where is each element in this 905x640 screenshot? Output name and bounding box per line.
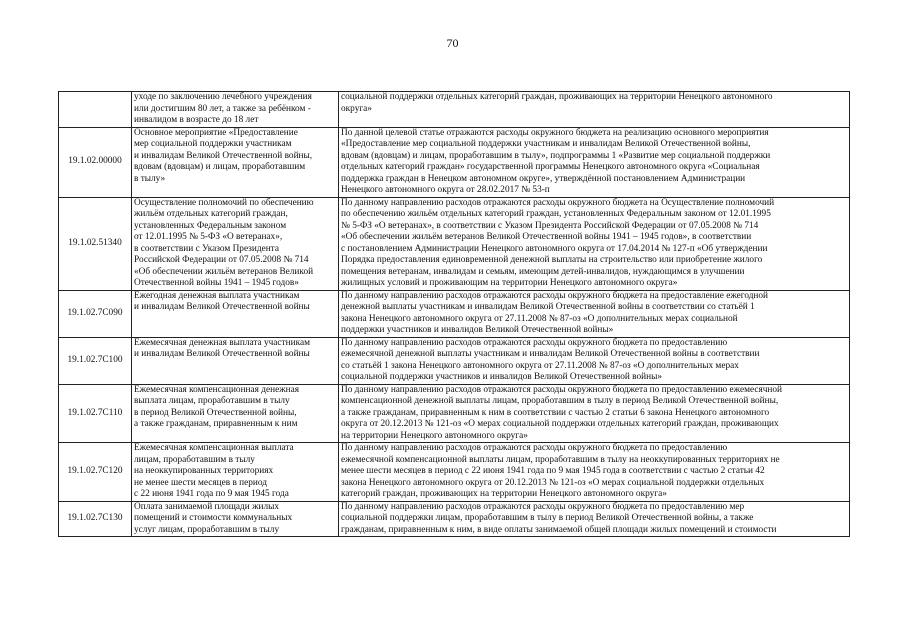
target-article-code: 19.1.02.7С110 [59,384,132,443]
text-line: и инвалидам Великой Отечественной войны, [134,150,313,161]
text-line: Ежегодная денежная выплата участникам [134,290,300,301]
text-line: социальной поддержки отдельных категорий граждан, проживающих на территории Ненецкого автономного [341,92,773,102]
text-line: с постановлением Администрации Ненецкого автономного округа от 17.04.2014 № 127-п «Об утверждении [341,243,768,254]
text-line: Ежемесячная компенсационная денежная [134,384,300,395]
text-line: с 22 июня 1941 года по 9 мая 1945 года [134,489,289,499]
text-line: гражданам, приравненным к ним, в виде оплаты занимаемой общей площади жилых помещений и стоимости [341,524,777,535]
expense-name-cell [132,337,339,384]
text-line: По данному направлению расходов отражаются расходы окружного бюджета по предоставлению [341,443,728,453]
table-row [59,384,850,443]
text-line: в тылу» [134,173,166,184]
text-line: инвалидом в возрасте до 18 лет [134,115,259,125]
table-row [59,290,850,337]
expense-description-cell [339,501,850,537]
expense-name-cell [132,443,339,502]
text-line: категорий граждан, проживающих на территории Ненецкого автономного округа» [341,489,667,499]
text-line: отдельных категорий граждан» государственной программы Ненецкого автономного округа «Социальная [341,162,760,172]
target-article-code: 19.1.02.7С090 [59,290,132,337]
text-line: ежемесячной компенсационной выплаты лицам, проработавшим в тылу на неоккупированных территориях не [341,454,780,465]
expense-name-cell [132,501,339,537]
target-article-code: 19.1.02.7С100 [59,337,132,384]
text-line: на неоккупированных территориях [134,466,274,476]
text-line: помещения ветеранам, инвалидам и семьям, имеющим детей-инвалидов, нуждающимся в улучшении [341,266,745,277]
text-line: Основное мероприятие «Предоставление [134,127,298,138]
text-line: мер социальной поддержки участникам [134,139,292,149]
expense-description-cell [339,443,850,502]
expense-name-cell [132,197,339,290]
expense-name-cell [132,127,339,197]
text-line: жилищных условий и проживающим на территории Ненецкого автономного округа» [341,278,678,288]
text-line: на территории Ненецкого автономного округа» [341,430,528,441]
text-line: социальной поддержки участников и инвалидов Великой Отечественной войны» [341,372,663,382]
text-line: компенсационной денежной выплаты лицам, проработавшим в тылу в период Великой Отечественной войны, [341,396,779,406]
table-row [59,443,850,502]
text-line: № 5-ФЗ «О ветеранах», в соответствии с Указом Президента Российской Федерации от 07.05.2008 № 714 [341,220,759,231]
page-number: 70 [446,36,459,50]
table-row [59,501,850,537]
text-line: вдовам (вдовцам) и лицам, проработавшим [134,162,306,172]
text-line: или достигшим 80 лет, а также за ребёнком - [134,103,311,114]
text-line: помещений и стоимости коммунальных [134,513,293,523]
text-line: По данному направлению расходов отражаются расходы окружного бюджета на Осуществление полномочий [341,197,775,208]
table-row [59,197,850,290]
expense-description-cell [339,384,850,443]
text-line: в соответствии с Указом Президента [134,243,279,254]
expense-description-cell [339,290,850,337]
text-line: Оплата занимаемой площади жилых [134,501,280,512]
table-row [59,127,850,197]
text-line: По данному направлению расходов отражаются расходы окружного бюджета по предоставлению ежемесячной [341,384,783,395]
text-line: Ежемесячная денежная выплата участникам [134,337,310,348]
text-line: по обеспечению жильём отдельных категорий граждан, установленных Федеральным законом от 12.01.1995 [341,209,771,219]
text-line: в период Великой Отечественной войны, [134,407,297,418]
text-line: со статьёй 1 закона Ненецкого автономного округа от 27.11.2008 № 87-оз «О дополнительных мерах [341,360,739,371]
text-line: По данному направлению расходов отражаются расходы окружного бюджета по предоставлению мер [341,501,745,512]
text-line: поддержка граждан в Ненецком автономном округе», утверждённой постановлением Администрации [341,173,746,184]
table-row [59,92,850,128]
text-line: вдовам (вдовцам) и лицам, проработавшим в тылу», подпрограммы 1 «Развитие мер социальной поддержки [341,150,771,161]
text-line: уходе по заключению лечебного учреждения [134,92,312,102]
expense-description-cell [339,337,850,384]
text-line: округа» [341,103,372,114]
expense-description-cell [339,92,850,128]
text-line: Ежемесячная компенсационная выплата [134,443,294,453]
text-line: поддержки участников и инвалидов Великой Отечественной войны» [341,325,614,335]
text-line: не менее шести месяцев в период [134,477,268,488]
text-line: лицам, проработавшим в тылу [134,454,255,465]
text-line: а также гражданам, приравненным к ним [134,419,298,429]
text-line: выплата лицам, проработавшим в тылу [134,396,290,406]
text-line: а также гражданам, приравненным к ним в соответствии с частью 2 статьи 6 закона Ненецкого автономного [341,407,770,418]
text-line: от 12.01.1995 № 5-ФЗ «О ветеранах», [134,232,283,242]
text-line: установленных Федеральным законом [134,220,287,231]
text-line: менее шести месяцев в период с 22 июня 1941 года по 9 мая 1945 года в соответствии с частью 2 статьи 42 [341,466,765,476]
target-article-code [59,92,132,128]
text-line: Отечественной войны 1941 – 1945 годов» [134,278,299,288]
text-line: По данной целевой статье отражаются расходы окружного бюджета на реализацию основного мероприятия [341,127,769,138]
text-line: «Об обеспечении жильём ветеранов Великой [134,266,314,277]
text-line: социальной поддержки лицам, проработавшим в тылу в период Великой Отечественной войны, а также [341,513,754,523]
text-line: «Предоставление мер социальной поддержки участникам и инвалидам Великой Отечественной войны, [341,139,751,149]
expense-name-cell [132,290,339,337]
text-line: Российской Федерации от 07.05.2008 № 714 [134,255,309,265]
text-line: денежной выплаты участникам и инвалидам Великой Отечественной войны в соответствии со статьёй 1 [341,302,755,312]
table-row [59,337,850,384]
text-line: ежемесячной денежной выплаты участникам и инвалидам Великой Отечественной войны в соответствии [341,349,760,359]
text-line: Осуществление полномочий по обеспечению [134,197,314,208]
text-line: жильём отдельных категорий граждан, [134,209,288,219]
text-line: закона Ненецкого автономного округа от 27.11.2008 № 87-оз «О дополнительных мерах социальной [341,313,738,324]
target-article-code: 19.1.02.00000 [59,127,132,197]
budget-classification-table [58,91,850,537]
text-line: услуг лицам, проработавшим в тылу [134,524,280,535]
expense-name-cell [132,384,339,443]
text-line: Порядка предоставления единовременной денежной выплаты на строительство или приобретение жилого [341,255,763,265]
text-line: округа от 20.12.2013 № 121-оз «О мерах социальной поддержки отдельных категорий граждан, проживающих [341,419,779,429]
expense-description-cell [339,197,850,290]
text-line: закона Ненецкого автономного округа от 20.12.2013 № 121-оз «О мерах социальной поддержки отдельных [341,477,765,488]
text-line: и инвалидам Великой Отечественной войны [134,302,310,312]
text-line: По данному направлению расходов отражаются расходы окружного бюджета на предоставление ежегодной [341,290,769,301]
expense-name-cell [132,92,339,128]
text-line: По данному направлению расходов отражаются расходы окружного бюджета по предоставлению [341,337,728,348]
expense-description-cell [339,127,850,197]
target-article-code: 19.1.02.51340 [59,197,132,290]
target-article-code: 19.1.02.7С120 [59,443,132,502]
text-line: и инвалидам Великой Отечественной войны [134,349,310,359]
target-article-code: 19.1.02.7С130 [59,501,132,537]
text-line: Ненецкого автономного округа от 28.02.2017 № 53-п [341,185,550,195]
text-line: «Об обеспечении жильём ветеранов Великой Отечественной войны 1941 – 1945 годов», в соответствии [341,232,752,242]
